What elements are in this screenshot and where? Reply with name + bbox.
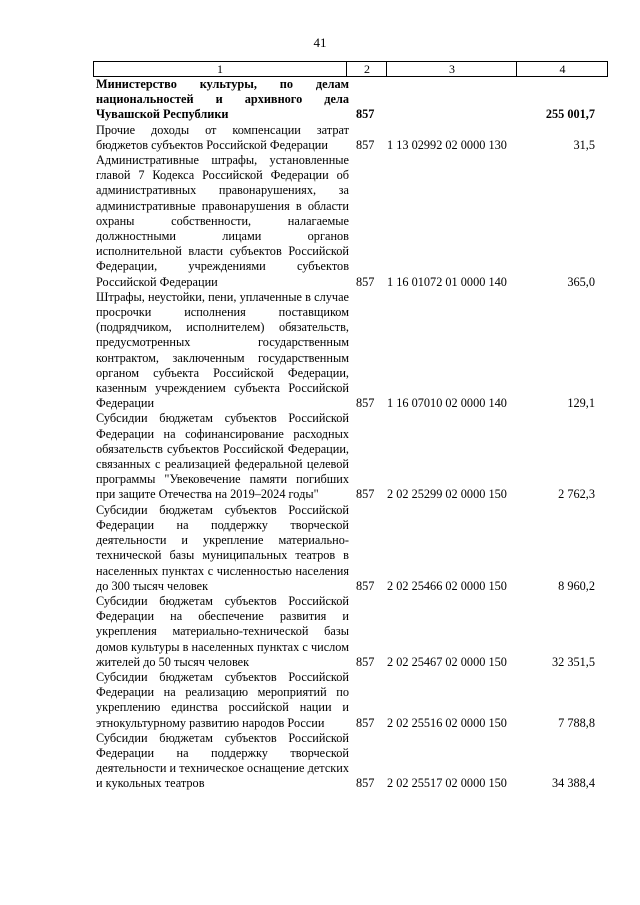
row-description: Штрафы, неустойки, пени, уплаченные в случае просрочки исполнения поставщиком (подрядчиком, исполнителем) обязательств, предусмотренных государственным контрактом, заключенным государственным органом субъекта Российской Федерации, казенным учреждением субъекта Российской Федерации: [96, 289, 349, 411]
table-body: [0, 77, 640, 792]
row-admin-code: 857: [356, 487, 375, 502]
table-row: [0, 411, 640, 502]
row-revenue-code: 2 02 25466 02 0000 150: [387, 578, 507, 593]
row-revenue-code: 1 13 02992 02 0000 130: [387, 137, 507, 152]
row-admin-code: 857: [356, 107, 375, 122]
row-description: Административные штрафы, установленные главой 7 Кодекса Российской Федерации об административных правонарушениях, за административные правонарушения в области охраны собственности, налагаемые должностными лицами органов исполнительной власти субъектов Российской Федерации, учреждениями субъектов Российской Федерации: [96, 153, 349, 289]
page-number: 41: [313, 35, 327, 50]
row-amount: 129,1: [567, 396, 595, 411]
row-amount: 31,5: [573, 137, 595, 152]
row-description: Субсидии бюджетам субъектов Российской Федерации на поддержку творческой деятельности и укрепление материально-технической базы муниципальных театров в населенных пунктах с численностью населения до 300 тысяч человек: [96, 502, 349, 593]
table-row: [0, 503, 640, 594]
row-amount: 255 001,7: [545, 107, 595, 122]
table-row: [0, 290, 640, 412]
row-revenue-code: 1 16 01072 01 0000 140: [387, 274, 507, 289]
table-row: [0, 153, 640, 290]
row-admin-code: 857: [356, 137, 375, 152]
row-revenue-code: 2 02 25467 02 0000 150: [387, 654, 507, 669]
row-admin-code: 857: [356, 396, 375, 411]
row-revenue-code: 2 02 25516 02 0000 150: [387, 715, 507, 730]
row-amount: 2 762,3: [558, 487, 595, 502]
table-row: [0, 594, 640, 670]
header-col-2: 2: [346, 62, 387, 76]
row-revenue-code: 1 16 07010 02 0000 140: [387, 396, 507, 411]
row-description: Прочие доходы от компенсации затрат бюджетов субъектов Российской Федерации: [96, 122, 349, 152]
row-description: Субсидии бюджетам субъектов Российской Федерации на обеспечение развития и укрепления материально-технической базы домов культуры в населенных пунктах с числом жителей до 50 тысяч человек: [96, 593, 349, 669]
row-description: Субсидии бюджетам субъектов Российской Федерации на реализацию мероприятий по укреплению единства российской нации и этнокультурному развитию народов России: [96, 669, 349, 730]
row-admin-code: 857: [356, 578, 375, 593]
table-row: [0, 123, 640, 153]
row-admin-code: 857: [356, 654, 375, 669]
table-row: [0, 731, 640, 792]
row-amount: 32 351,5: [551, 654, 595, 669]
table-row: [0, 670, 640, 731]
row-admin-code: 857: [356, 274, 375, 289]
row-description: Министерство культуры, по делам национальностей и архивного дела Чувашской Республики: [96, 77, 349, 122]
row-admin-code: 857: [356, 715, 375, 730]
table-header: [93, 61, 608, 77]
row-description: Субсидии бюджетам субъектов Российской Федерации на софинансирование расходных обязательств субъектов Российской Федерации, связанных с реализацией федеральной целевой программы "Увековечение памяти погибших при защите Отечества на 2019–2024 годы": [96, 411, 349, 502]
row-revenue-code: 2 02 25299 02 0000 150: [387, 487, 507, 502]
row-admin-code: 857: [356, 776, 375, 791]
row-amount: 7 788,8: [558, 715, 595, 730]
header-col-1: 1: [217, 62, 223, 76]
header-col-4: 4: [516, 62, 608, 76]
row-amount: 365,0: [567, 274, 595, 289]
row-amount: 34 388,4: [551, 776, 595, 791]
row-description: Субсидии бюджетам субъектов Российской Федерации на поддержку творческой деятельности и техническое оснащение детских и кукольных театров: [96, 730, 349, 791]
row-amount: 8 960,2: [558, 578, 595, 593]
table-row: [0, 77, 640, 123]
header-col-3: 3: [386, 62, 517, 76]
row-revenue-code: 2 02 25517 02 0000 150: [387, 776, 507, 791]
